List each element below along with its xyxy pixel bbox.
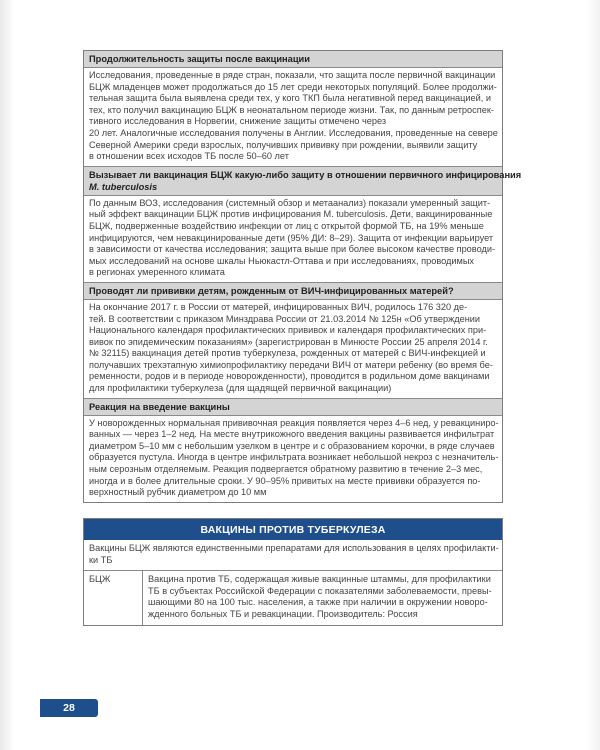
body-line: тивного исследования в Норвегии, снижение защиты отмечено через bbox=[89, 116, 387, 127]
heading-line: Продолжительность защиты после вакцинации bbox=[89, 54, 310, 64]
heading-line: Проводят ли прививки детям, рожденным от ВИЧ-инфицированных матерей? bbox=[89, 285, 454, 296]
body-line: тельная защита была выявлена среди тех, у кого ТКП была негативной перед вакцинацией, и bbox=[89, 93, 492, 104]
vaccine-row bbox=[84, 571, 502, 624]
body-line: ным серозным отделяемым. Реакция подвергается обратному развитию в течение 2–3 мес, bbox=[89, 464, 483, 475]
desc-line: жденного больных ТБ и ревакцинации. Производитель: Россия bbox=[148, 608, 418, 619]
body-line: ный эффект вакцинации БЦЖ против инфицирования M. tuberculosis. Дети, вакцинированные bbox=[89, 209, 493, 220]
section-body-hiv-children bbox=[84, 300, 502, 399]
body-line: ванных — через 1–2 нед. На месте внутрикожного введения вакцины развивается инфильтрат bbox=[89, 429, 495, 440]
body-line: БЦЖ, подверженные воздействию инфекции от лиц с открытой формой ТБ, на 19% меньше bbox=[89, 220, 484, 231]
heading-line: Реакция на введение вакцины bbox=[89, 401, 230, 412]
intro-line: Вакцины БЦЖ являются единственными препаратами для использования в целях профилакти- bbox=[89, 543, 499, 553]
body-line: тей. В соответствии с приказом Минздрава России от 21.03.2014 № 125н «Об утверждении bbox=[89, 313, 481, 324]
body-line: в зависимости от качества исследования; защита выше при более высоком качестве проводи- bbox=[89, 244, 496, 255]
body-line: иногда и в более длительные сроки. У 90–95% привитых на месте прививки образуется по- bbox=[89, 475, 481, 486]
body-line: ременности, родов и в периоде новорожденности), проводится в родильном доме вакцинами bbox=[89, 371, 490, 382]
section-heading-infection-protection bbox=[84, 167, 522, 196]
faq-table bbox=[83, 50, 522, 503]
body-line: № 32115) вакцинация детей против туберкулеза, рожденных от матерей с ВИЧ-инфекцией и bbox=[89, 348, 486, 359]
body-line: инфицируются, чем невакцинированные дети (95% ДИ: 8–29). Защита от инфекции варьирует bbox=[89, 232, 494, 243]
desc-line: ТБ в субъектах Российской Федерации с показателями заболеваемости, превы- bbox=[148, 585, 492, 596]
body-line: в отношении всех исходов ТБ после 50–60 лет bbox=[89, 151, 289, 162]
section-heading-vaccine-reaction bbox=[84, 399, 502, 416]
vaccines-table bbox=[83, 518, 503, 626]
body-line: По данным ВОЗ, исследования (системный обзор и метаанализ) показали умеренный защит- bbox=[89, 197, 491, 208]
section-body-vaccine-reaction bbox=[84, 416, 502, 502]
heading-line-italic: M. tuberculosis bbox=[89, 181, 158, 192]
body-line: диаметром 5–10 мм с небольшим узелком в центре и с образованием корочки, в ряде случаев bbox=[89, 440, 495, 451]
vaccines-title: ВАКЦИНЫ ПРОТИВ ТУБЕРКУЛЕЗА bbox=[84, 519, 502, 540]
desc-line: Вакцина против ТБ, содержащая живые вакцинные штаммы, для профилактики bbox=[148, 574, 491, 585]
body-line: мых исследований на основе шкалы Ньюкастл-Оттава и при исследованиях, проводимых bbox=[89, 255, 475, 266]
body-line: Национального календаря профилактических прививок и календаря профилактических при- bbox=[89, 325, 487, 336]
body-line: тех, кто получил вакцинацию БЦЖ в неонатальном периоде жизни. Так, по данным ретроспек- bbox=[89, 104, 494, 115]
body-line: вивок по эпидемическим показаниям» (зарегистрирован в Минюсте России 25 апреля 2014 г. bbox=[89, 336, 488, 347]
body-line: верхностный рубчик диаметром до 10 мм bbox=[89, 487, 267, 498]
body-line: На окончание 2017 г. в России от матерей, инфицированных ВИЧ, родилось 176 320 де- bbox=[89, 301, 468, 312]
heading-line: Вызывает ли вакцинация БЦЖ какую-либо защиту в отношении первичного инфицирования bbox=[89, 169, 522, 180]
section-heading-duration bbox=[84, 51, 502, 68]
body-line: для профилактики туберкулеза (для щадящей первичной вакцинации) bbox=[89, 383, 392, 394]
body-line: в регионах умеренного климата bbox=[89, 267, 225, 278]
body-line: У новорожденных нормальная прививочная реакция появляется через 4–6 нед, у ревакциниро- bbox=[89, 417, 499, 428]
body-line: Исследования, проведенные в ряде стран, показали, что защита после первичной вакцинации bbox=[89, 70, 496, 80]
section-body-duration bbox=[84, 68, 502, 167]
vaccine-name: БЦЖ bbox=[84, 571, 143, 624]
vaccine-description bbox=[143, 571, 502, 624]
desc-line: шающими 80 на 100 тыс. населения, а также при наличии в окружении новорo- bbox=[148, 597, 488, 608]
intro-line: ки ТБ bbox=[89, 554, 113, 565]
body-line: БЦЖ младенцев может продолжаться до 15 лет среди некоторых популяций. Более продолжи- bbox=[89, 81, 497, 92]
body-line: 20 лет. Аналогичные исследования получены в Англии. Исследования, проведенные на севере bbox=[89, 127, 498, 138]
vaccines-intro bbox=[84, 540, 502, 571]
section-heading-hiv-children bbox=[84, 283, 502, 300]
body-line: образуется пустула. Иногда в центре инфильтрата возникает небольшой некроз с незначитель- bbox=[89, 452, 499, 463]
page-number: 28 bbox=[40, 699, 98, 717]
body-line: получавших трехэтапную химиопрофилактику передачи ВИЧ от матери ребенку (во время бе- bbox=[89, 359, 493, 370]
section-body-infection-protection bbox=[84, 196, 502, 283]
body-line: Северной Америки среди взрослых, получивших прививку при рождении, выявили защиту bbox=[89, 139, 478, 150]
